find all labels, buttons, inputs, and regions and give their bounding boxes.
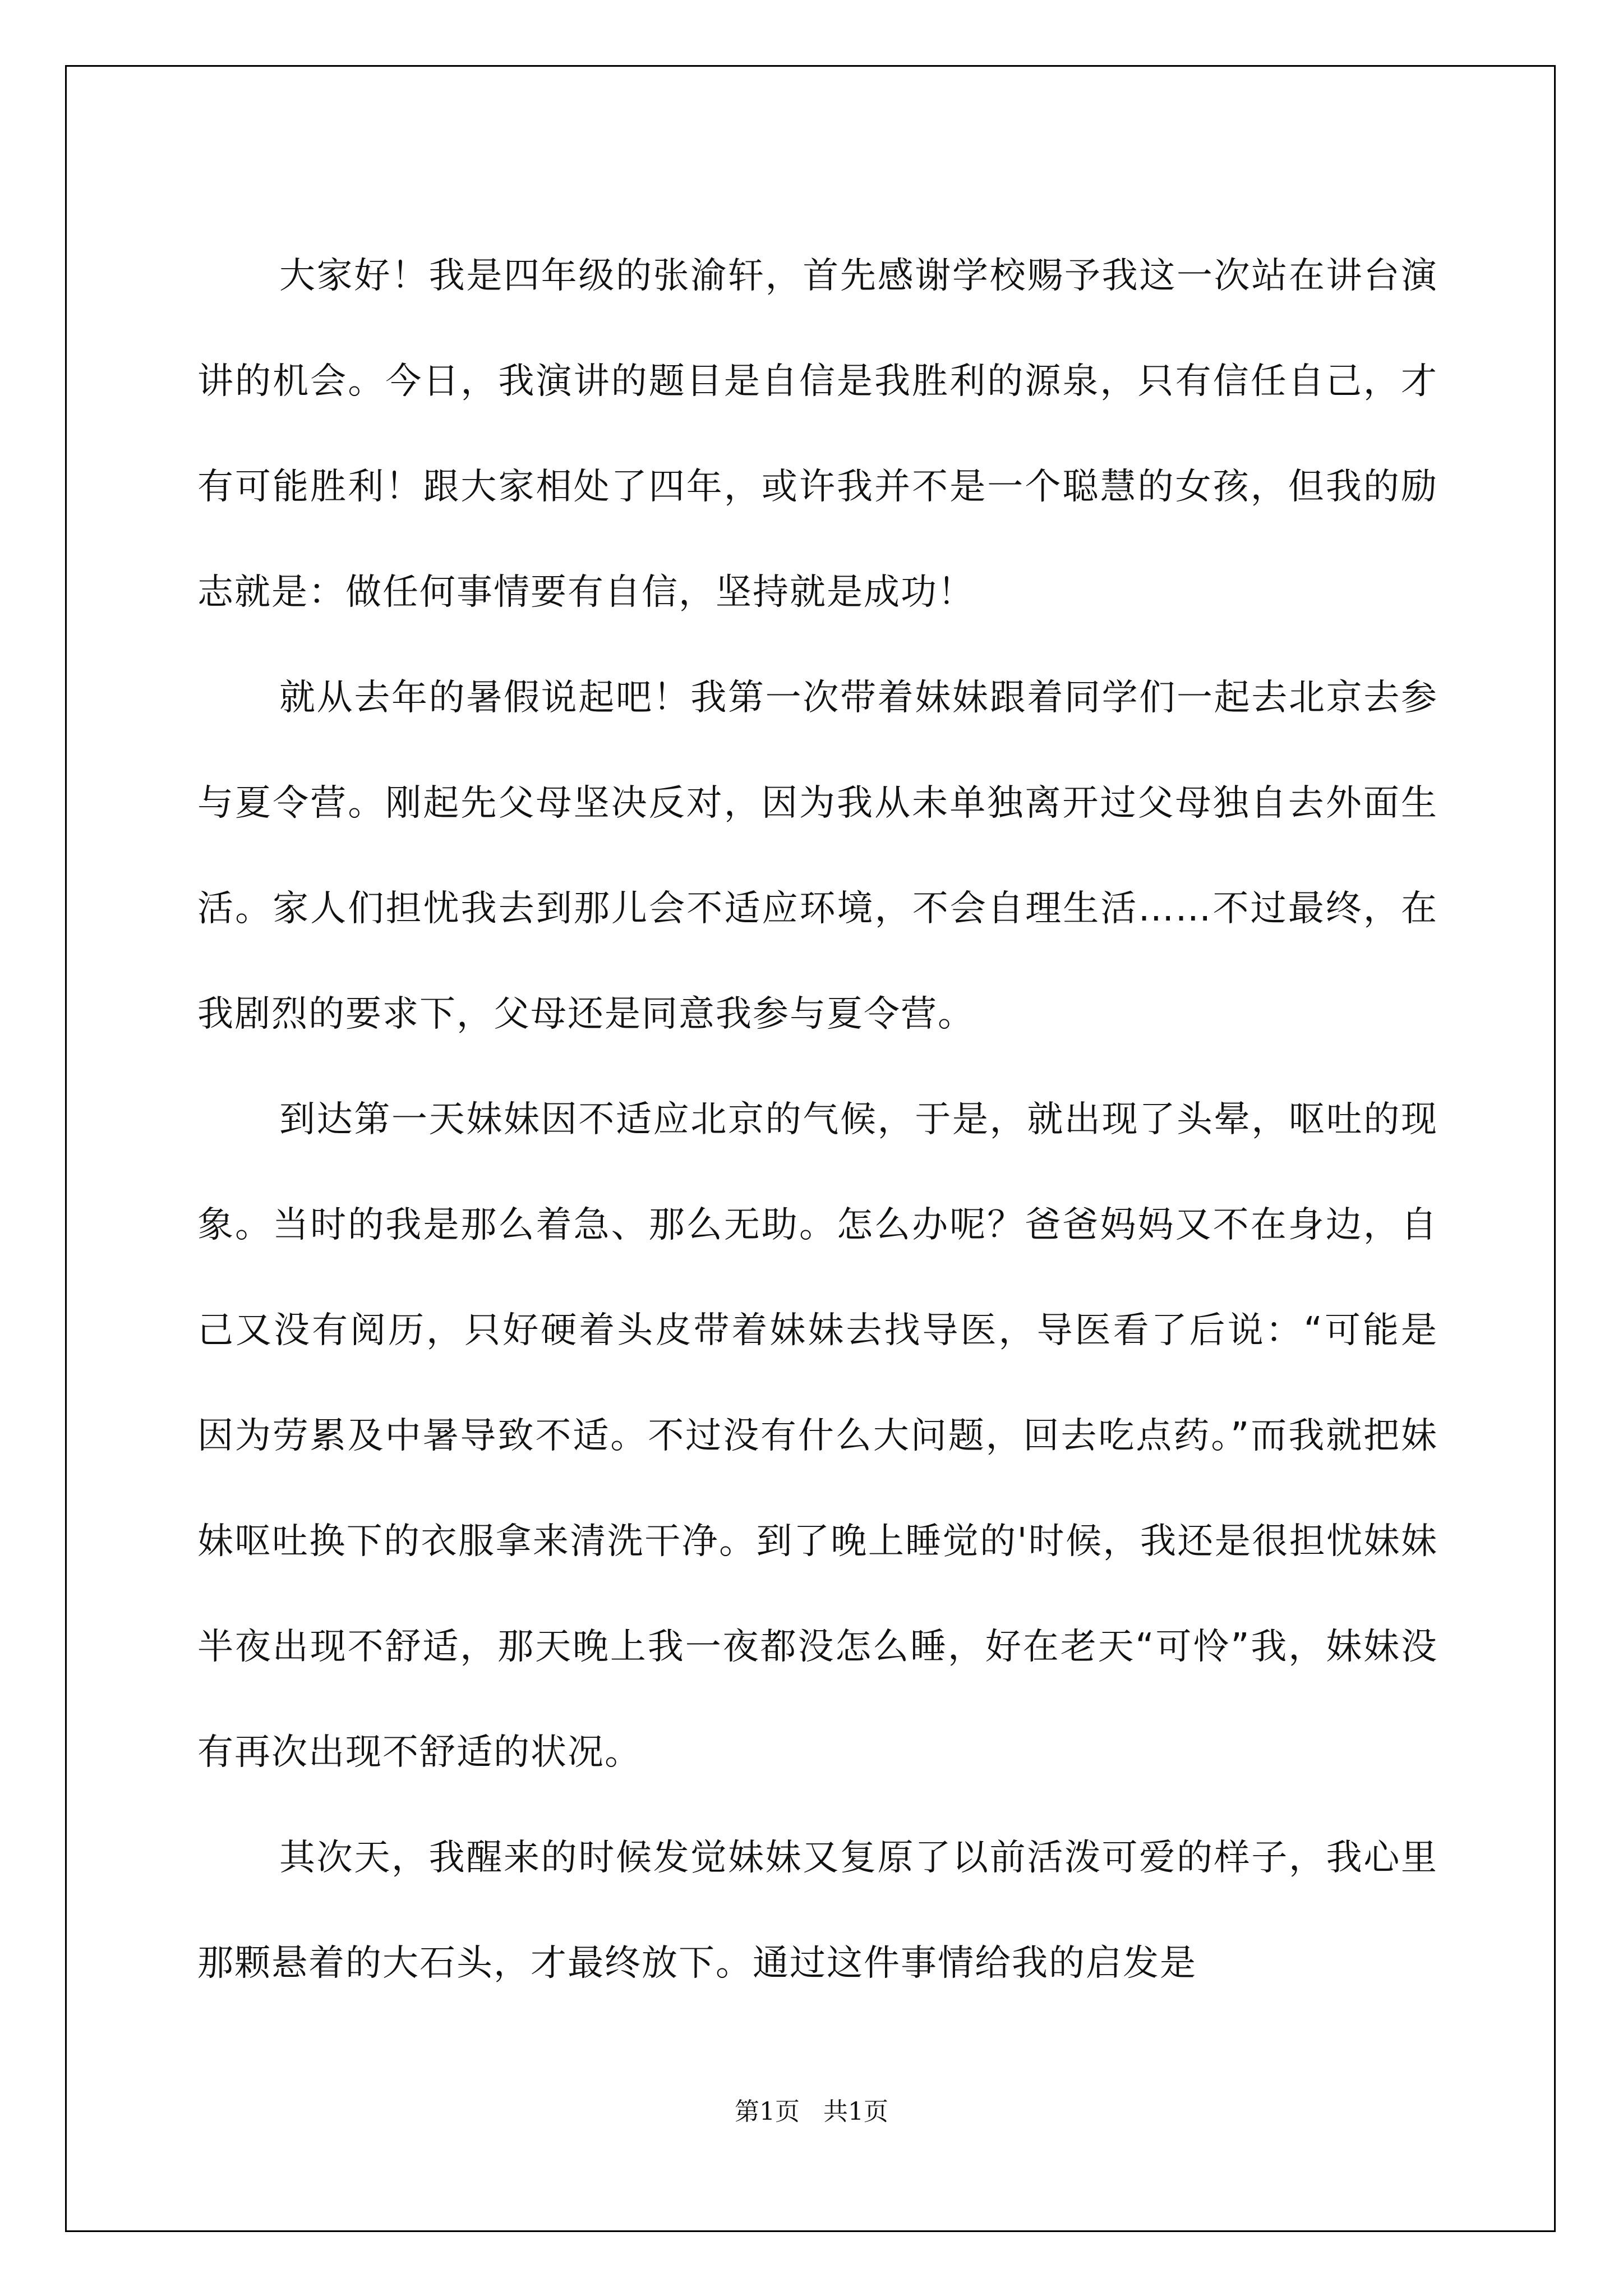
paragraph-4: 其次天，我醒来的时候发觉妹妹又复原了以前活泼可爱的样子，我心里那颗悬着的大石头，才最终放下。通过这件事情给我的启发是 (197, 1837, 1438, 1984)
paragraph-3: 到达第一天妹妹因不适应北京的气候，于是，就出现了头晕，呕吐的现象。当时的我是那么着急、那么无助。怎么办呢？爸爸妈妈又不在身边，自己又没有阅历，只好硬着头皮带着妹妹去找导医，导医看了后说：“可能是因为劳累及中暑导致不适。不过没有什么大问题，回去吃点药。”而我就把妹妹呕吐换下的衣服拿来清洗干净。到了晚上睡觉的'时候，我还是很担忧妹妹半夜出现不舒适，那天晚上我一夜都没怎么睡，好在老天“可怜”我，妹妹没有再次出现不舒适的状况。 (197, 1099, 1438, 1773)
page-number-footer: 第1页 共1页 (735, 2097, 888, 2126)
paragraph-1: 大家好！我是四年级的张渝轩，首先感谢学校赐予我这一次站在讲台演讲的机会。今日，我演讲的题目是自信是我胜利的源泉，只有信任自己，才有可能胜利！跟大家相处了四年，或许我并不是一个聪慧的女孩，但我的励志就是：做任何事情要有自信，坚持就是成功！ (197, 255, 1438, 613)
paragraph-2: 就从去年的暑假说起吧！我第一次带着妹妹跟着同学们一起去北京去参与夏令营。刚起先父母坚决反对，因为我从未单独离开过父母独自去外面生活。家人们担忧我去到那儿会不适应环境，不会自理生活……不过最终，在我剧烈的要求下，父母还是同意我参与夏令营。 (197, 677, 1438, 1035)
document-body (197, 223, 1438, 2016)
